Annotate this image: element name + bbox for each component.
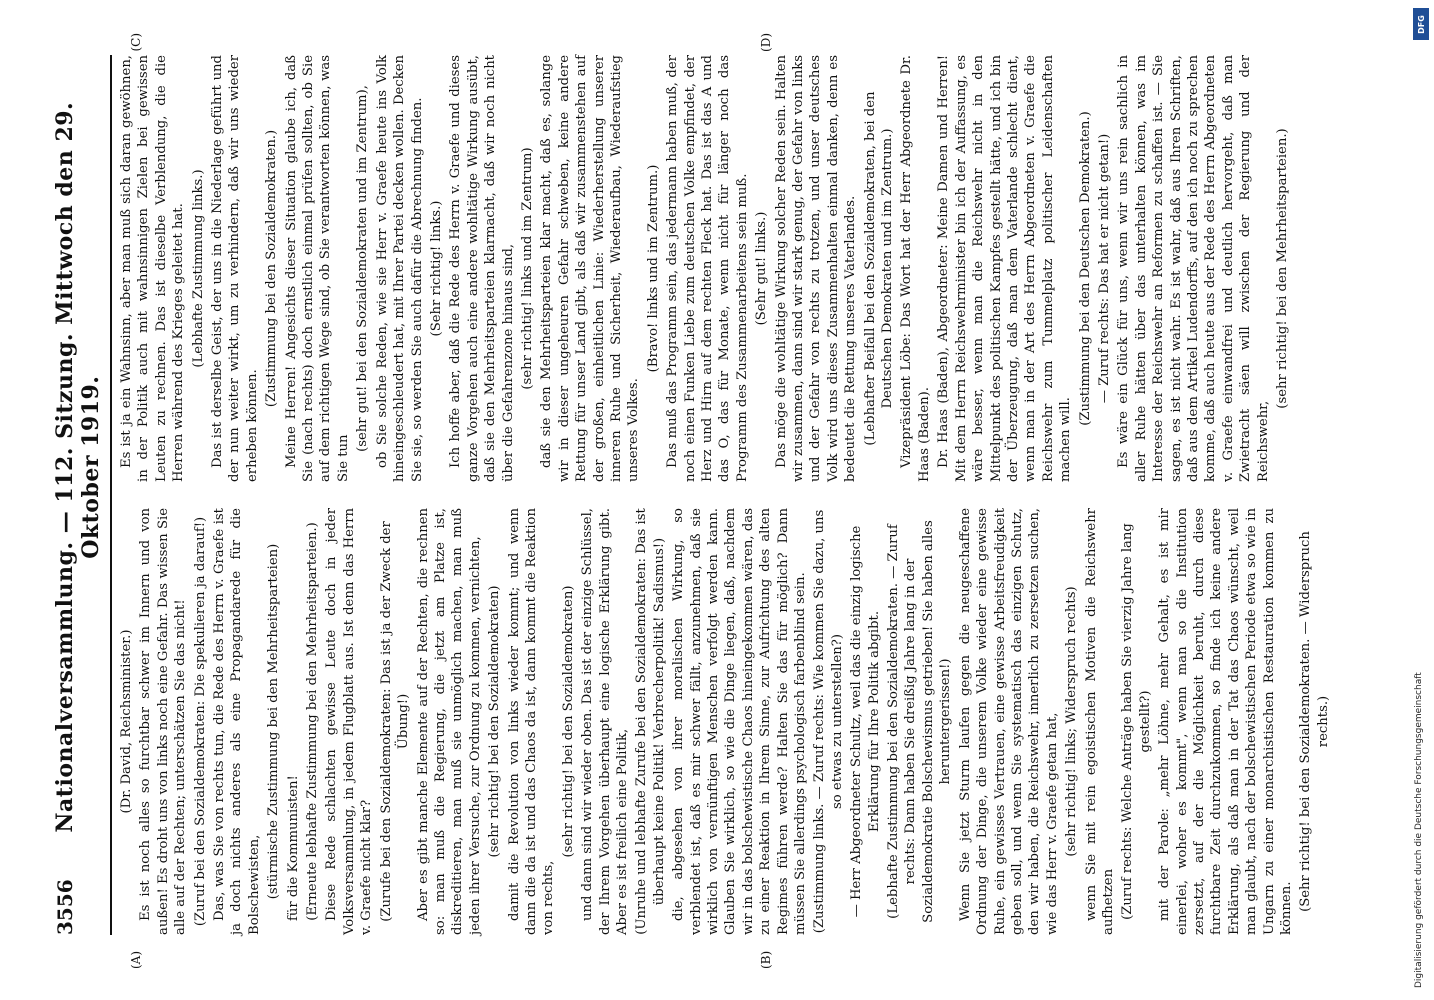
paragraph: (Dr. David, Reichsminister.) [119, 629, 134, 814]
paragraph: Das, was Sie von rechts tun, die Rede des Herrn v. Graefe ist ja doch nichts anderes als eine Propagandarede für die Bolschewisten, [212, 508, 262, 935]
left-column [118, 508, 1388, 969]
rotated-document-page [40, 35, 1390, 975]
margin-marker-c: (C) [129, 33, 143, 52]
page-title: Nationalversammlung. — 112. Sitzung. Mittwoch den 29. Oktober 1919. [52, 101, 104, 833]
paragraph: (Lebhafte Zustimmung bei den Sozialdemokraten. — Zuruf rechts: Dann haben Sie dreißig Jahre lang in der Sozialdemokratie Bolschewismus getrieben! Sie haben alles heruntergerissen!) [886, 520, 954, 923]
paragraph: (Erneute lebhafte Zustimmung bei den Mehrheitsparteien.) [305, 522, 321, 921]
paragraph: mit der Parole: „mehr Löhne, mehr Gehalt, es ist mir einerlei, woher es kommt", wenn man so die Institution zersetzt, auf der die Möglichkeit beruht, durch diese furchtbare Zeit durchzukommen, so finde ich keine andere Erklärung, als daß man in der Tat das Chaos wünscht, weil man glaubt, nach der bolschewistischen Periode etwa so wie in Ungarn zu einer monarchistischen Restauration kommen zu können. [1157, 508, 1294, 935]
paragraph: (Sehr richtig! bei den Sozialdemokraten. — Widerspruch rechts.) [1298, 531, 1331, 912]
right-column [118, 33, 1388, 482]
paragraph: Diese Rede schlachten gewisse Leute doch in jeder Volksversammlung, in jedem Flugblatt aus. Ist denn das Herrn v. Graefe nicht klar? [324, 508, 375, 935]
paragraph: (Zurufe bei den Sozialdemokraten: Das ist ja der Zweck der Übung!) [378, 521, 412, 922]
paragraph: (Lebhafter Beifall bei den Sozialdemokraten, bei den Deutschen Demokraten und im Zentrum.) [862, 91, 896, 446]
paragraph: (sehr richtig! bei den Mehrheitsparteien.) [1275, 128, 1290, 409]
paragraph: (Lebhafte Zustimmung links.) [190, 169, 206, 368]
paragraph: (sehr gut! bei den Sozialdemokraten und im Zentrum), [355, 85, 371, 452]
paragraph: Es ist noch alles so furchtbar schwer im Innern und von außen! Es droht uns von links noch eine Gefahr. Das wissen Sie alle auf der Rechten; unterschätzen Sie das nicht! [138, 508, 189, 935]
paragraph: Meine Herren! Angesichts dieser Situation glaube ich, daß Sie (nach rechts) doch ernstlich einmal prüfen sollten, ob Sie auf dem richtigen Wege sind, ob Sie verantworten können, was Sie tun [283, 55, 351, 482]
paragraph: — Zuruf rechts: Das hat er nicht getan!) [1096, 133, 1112, 404]
paragraph: Wenn Sie jetzt Sturm laufen gegen die neugeschaffene Ordnung der Dinge, die unserem Volke wieder eine gewisse Ruhe, ein gewisses Vertrauen, eine gewisse Arbeitsfreudigkeit geben soll, und wenn Sie systematisch das einzigen Schutz, den wir haben, die Reichswehr, innerlich zu zersetzen suchen, wie das Herr v. Graefe getan hat, [957, 508, 1060, 935]
paragraph: (sehr richtig! bei den Sozialdemokraten) [560, 585, 576, 858]
paragraph: Das möge die wohltätige Wirkung solcher Reden sein. Halten wir zusammen, dann sind wir stark genug, der Gefahr von links und der Gefahr von rechts zu trotzen, und unser deutsches Volk wird uns dieses Zusammenhalten einmal danken, denn es bedeutet die Rettung unseres Vaterlandes. [773, 55, 859, 482]
paragraph: ob Sie solche Reden, wie sie Herr v. Graefe heute ins Volk hineingeschleudert hat, mit Ihrer Partei decken wollen. Decken Sie sie, so werden Sie auch dafür die Abrechnung finden. [374, 55, 425, 482]
page-number: 3556 [53, 879, 77, 935]
paragraph: für die Kommunisten! [285, 775, 301, 921]
paragraph: (Zuruf rechts: Welche Anträge haben Sie vierzig Jahre lang gestellt?) [1120, 523, 1153, 920]
running-head [52, 55, 112, 935]
paragraph: (Zuruf bei den Sozialdemokraten: Die spekulieren ja darauf!) [192, 516, 208, 927]
margin-marker-a: (A) [129, 950, 143, 969]
digitization-credit [1412, 8, 1432, 998]
paragraph: Das muß das Programm sein, das jedermann haben muß, der noch einen Funken Liebe zum deutschen Volke empfindet, der Herz und Hirn auf dem rechten Fleck hat. Das ist das A und das O, das für Monate, wenn nicht für länger noch das Programm des Zusammenarbeitens sein muß. [665, 55, 750, 482]
dfg-logo: DFG [1413, 8, 1429, 40]
paragraph: (Zustimmung links. — Zuruf rechts: Wie kommen Sie dazu, uns so etwas zu unterstellen?) [812, 509, 845, 934]
paragraph: die, abgesehen von ihrer moralischen Wirkung, so verblendet ist, daß es mir schwer fällt, anzunehmen, daß sie wirklich von vernünftigen Menschen verfolgt werden kann. Glauben Sie wirklich, so wie die Dinge liegen, daß, nachdem wir in das bolschewistische Chaos hineingekommen wären, das zu einer Reaktion in Ihrem Sinne, zur Aufrichtung des alten Regimes führen werde? Halten Sie das für möglich? Dann müssen Sie allerdings psychologisch farbenblind sein. [671, 508, 809, 935]
paragraph: Aber es gibt manche Elemente auf der Rechten, die rechnen so: man muß die Regierung, die jetzt am Platze ist, diskreditieren, man muß sie unmöglich machen, man muß jeden ihrer Versuche, zur Ordnung zu kommen, vernichten, [415, 508, 483, 935]
paragraph: Dr. Haas (Baden), Abgeordneter: Meine Damen und Herren! Mit dem Herrn Reichswehrminister bin ich der Auffassung, es wäre besser, wenn man die Reichswehr nicht in den Mittelpunkt des politischen Kampfes gestellt hätte, und ich bin der Überzeugung, daß man dem Vaterlande schlecht dient, wenn man in der Art des Herrn Abgeordneten v. Graefe die Reichswehr zum Tummelplatz politischer Leidenschaften machen will. [936, 55, 1074, 482]
paragraph: Das ist derselbe Geist, der uns in die Niederlage geführt und der nun weiter wirkt, um zu verhindern, daß wir uns wieder erheben können. [210, 55, 260, 482]
paragraph: (Zustimmung bei den Deutschen Demokraten.) [1077, 111, 1093, 426]
paragraph: (sehr richtig! bei den Sozialdemokraten) [487, 585, 503, 858]
paragraph: Es ist ja ein Wahnsinn, aber man muß sich daran gewöhnen, in der Politik auch mit wahnsinnigen Zielen bei gewissen Leuten zu rechnen. Das ist dieselbe Verblendung, die die Herren während des Krieges geleitet hat. [119, 55, 187, 482]
paragraph: daß sie den Mehrheitsparteien klar macht, daß es, solange wir in dieser ungeheuren Gefahr schweben, keine andere Rettung für unser Land gibt, als daß wir zusammenstehen auf der großen, einheitlichen Linie: Wiederherstellung unserer inneren Ruhe und Sicherheit, Wiederaufbau, Wiederaufstieg unseres Volkes. [539, 55, 642, 482]
paragraph: (Unruhe und lebhafte Zurufe bei den Sozialdemokraten: Das ist überhaupt keine Politik! Verbrecherpolitik! Sadismus!) [634, 508, 667, 935]
paragraph: Vizepräsident Löbe: Das Wort hat der Herr Abgeordnete Dr. Haas (Baden). [899, 55, 932, 482]
paragraph: damit die Revolution von links wieder kommt; und wenn dann die da ist und das Chaos da ist, dann kommt die Reaktion von rechts, [506, 508, 557, 935]
credit-text: Digitalisierung gefördert durch die Deutsche Forschungsgemeinschaft [1414, 672, 1424, 988]
paragraph: und dann sind wir wieder oben. Das ist der einzige Schlüssel, der Ihrem Vorgehen überhaupt eine logische Erklärung gibt. Aber es ist freilich eine Politik, [580, 508, 630, 935]
text-columns [118, 33, 1388, 969]
margin-marker-b: (B) [759, 950, 773, 969]
paragraph: (sehr richtig! links und im Zentrum) [519, 147, 535, 390]
paragraph: (Zustimmung bei den Sozialdemokraten.) [264, 129, 280, 408]
paragraph: Ich hoffe aber, daß die Rede des Herrn v. Graefe und dieses ganze Vorgehen auch eine andere wohltätige Wirkung ausübt, daß sie den Mehrheitsparteien klarmacht, daß wir noch nicht über die Gefahrenzone hinaus sind, [448, 55, 516, 482]
paragraph: (sehr richtig! links; Widerspruch rechts) [1064, 586, 1080, 857]
paragraph: Es wäre ein Glück für uns, wenn wir uns rein sachlich in aller Ruhe hätten über das unterhalten können, was im Interesse der Reichswehr an Reformen zu schaffen ist. — Sie sagen, es ist nicht wahr. Es ist wahr, daß aus Ihren Schriften, daß aus dem Artikel Ludendorffs, auf den ich noch zu sprechen komme, daß auch heute aus der Rede des Herrn Abgeordneten v. Graefe einwandfrei und deutlich hervorgeht, daß man Zwietracht säen will zwischen der Regierung und der Reichswehr, [1116, 55, 1271, 482]
paragraph: wenn Sie mit rein egoistischen Motiven die Reichswehr aufhetzen [1083, 508, 1116, 935]
paragraph: (Sehr gut! links.) [754, 211, 770, 326]
paragraph: (stürmische Zustimmung bei den Mehrheitsparteien) [266, 543, 282, 900]
paragraph: — Herr Abgeordneter Schultz, weil das die einzig logische Erklärung für Ihre Politik abgibt. [849, 525, 882, 918]
margin-marker-d: (D) [759, 33, 773, 52]
paragraph: (Bravo! links und im Zentrum.) [645, 164, 661, 373]
paragraph: (Sehr richtig! links.) [428, 200, 444, 337]
